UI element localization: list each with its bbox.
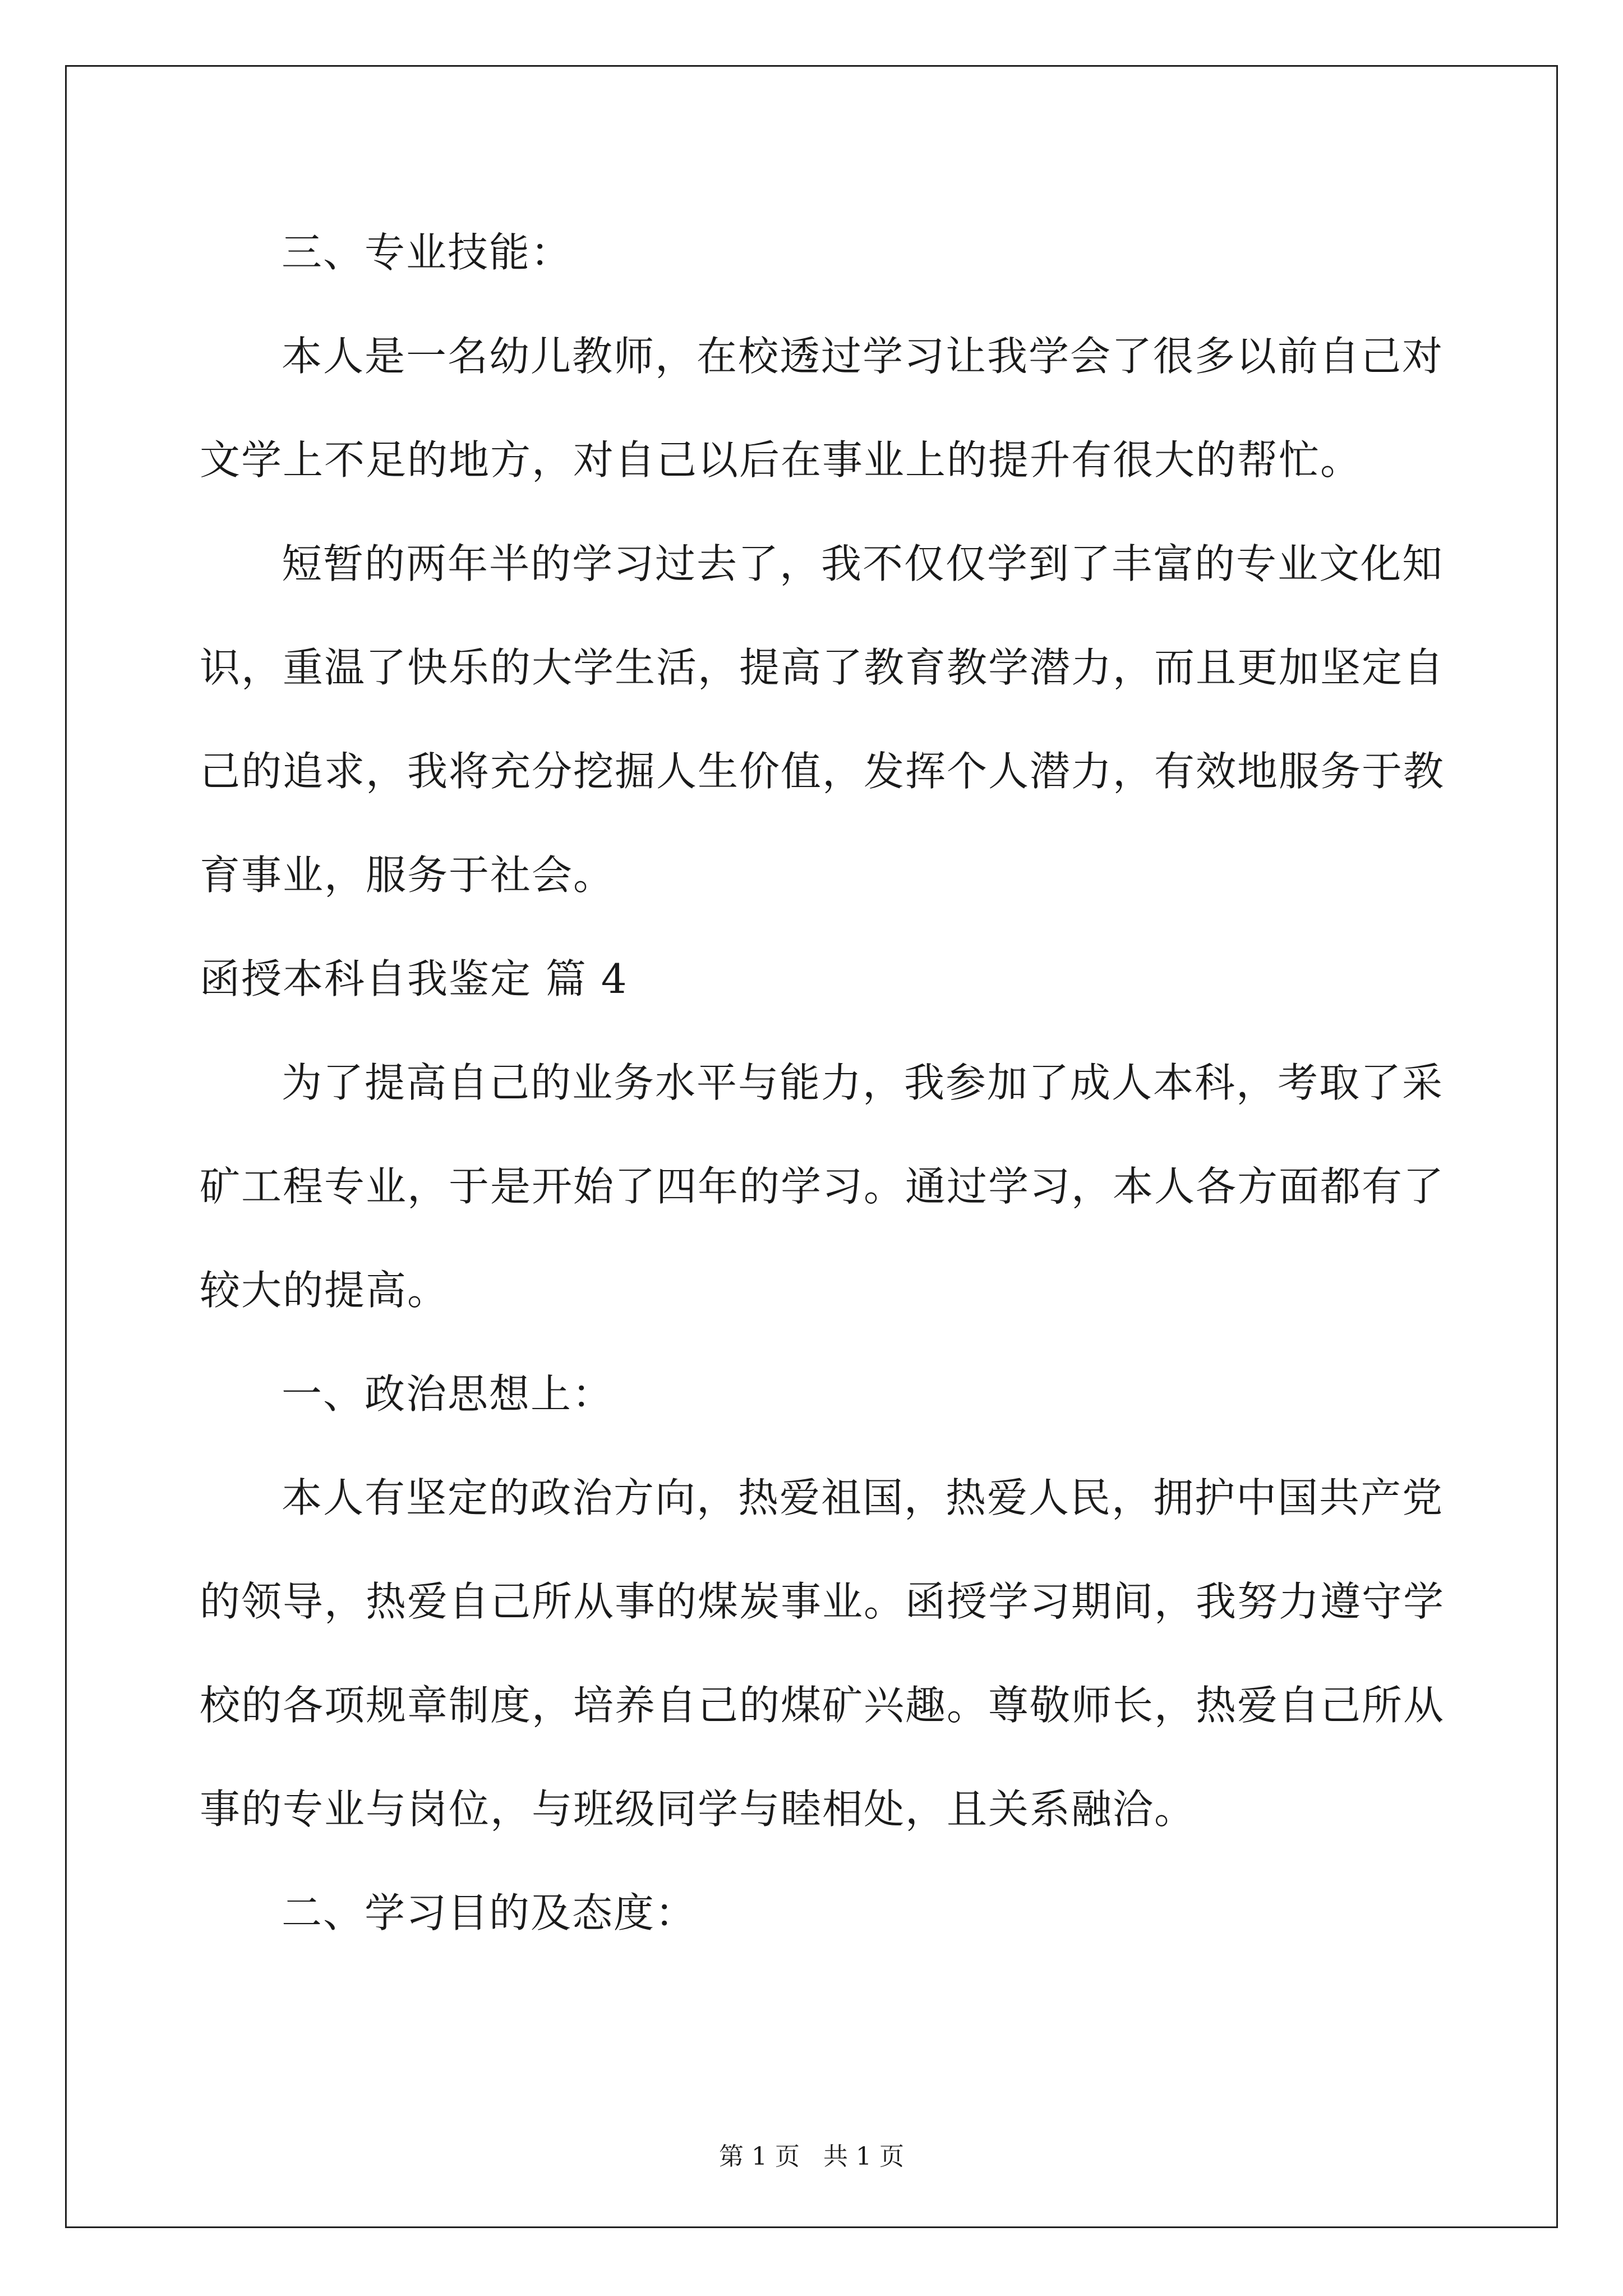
paragraph-line: 育事业，服务于社会。 <box>200 852 615 899</box>
page-footer: 第 1 页 共 1 页 <box>719 2142 904 2171</box>
paragraph-line: 校的各项规章制度，培养自己的煤矿兴趣。尊敬师长，热爱自己所从 <box>200 1682 1445 1729</box>
paragraph-line: 矿工程专业，于是开始了四年的学习。通过学习，本人各方面都有了 <box>200 1163 1445 1210</box>
paragraph-line: 本人有坚定的政治方向，热爱祖国，热爱人民，拥护中国共产党 <box>282 1474 1444 1521</box>
paragraph-line: 识，重温了快乐的大学生活，提高了教育教学潜力，而且更加坚定自 <box>200 644 1445 691</box>
paragraph-line: 较大的提高。 <box>200 1267 449 1314</box>
paragraph-line: 为了提高自己的业务水平与能力，我参加了成人本科，考取了采 <box>282 1059 1444 1106</box>
paragraph-line: 己的追求，我将充分挖掘人生价值，发挥个人潜力，有效地服务于教 <box>200 748 1445 795</box>
section-heading-study: 二、学习目的及态度： <box>282 1889 697 1936</box>
section-heading-politics: 一、政治思想上： <box>282 1370 614 1418</box>
article-title: 函授本科自我鉴定 篇 4 <box>200 955 628 1002</box>
section-heading-skills: 三、专业技能： <box>282 229 573 276</box>
paragraph-line: 短暂的两年半的学习过去了，我不仅仅学到了丰富的专业文化知 <box>282 540 1444 587</box>
paragraph-line: 的领导，热爱自己所从事的煤炭事业。函授学习期间，我努力遵守学 <box>200 1578 1445 1625</box>
paragraph-line: 事的专业与岗位，与班级同学与睦相处，且关系融洽。 <box>200 1786 1196 1833</box>
paragraph-line: 本人是一名幼儿教师，在校透过学习让我学会了很多以前自己对 <box>282 333 1444 380</box>
paragraph-line: 文学上不足的地方，对自己以后在事业上的提升有很大的帮忙。 <box>200 436 1362 484</box>
